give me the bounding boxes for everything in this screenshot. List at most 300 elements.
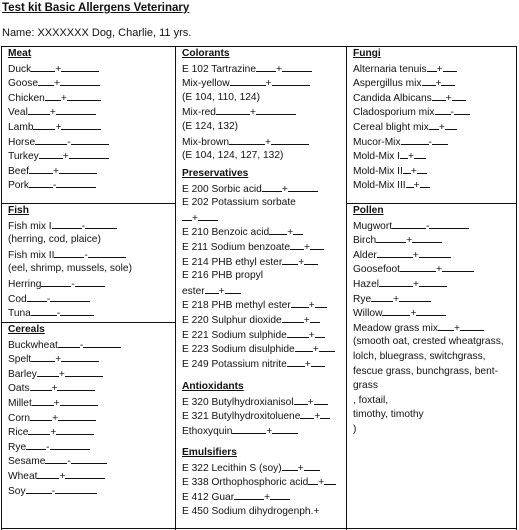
result-mark: + [308,329,315,341]
blank-line [272,76,310,86]
blank-line [35,135,67,145]
result-mark: - [428,136,432,148]
blank-line [205,284,219,294]
allergen-item [8,120,175,135]
result-mark: + [265,78,272,90]
blank-line [39,149,63,159]
blank-line [392,219,426,229]
allergen-label: timothy, timothy [353,409,424,421]
result-mark: + [313,506,320,518]
allergen-item [353,335,516,350]
result-mark: + [249,107,256,119]
result-mark: + [55,354,62,366]
allergen-label: E 211 Sodium benzoate [182,241,290,253]
result-mark: + [264,136,271,148]
result-mark: - [46,293,51,305]
blank-line [269,225,287,235]
allergen-label: Mold-Mix I [353,151,400,163]
allergen-label: (E 104, 124, 127, 132) [182,150,284,162]
blank-line [435,105,451,115]
allergen-item [353,248,516,263]
blank-line [291,298,309,308]
blank-line [230,76,266,86]
result-mark: + [51,383,58,395]
blank-line [50,440,90,450]
item-list [8,62,175,193]
allergen-label: Mugwort [353,220,393,232]
bottom-rule [2,528,516,529]
allergen-item [8,367,175,382]
blank-line [399,292,431,302]
allergen-item [182,313,346,328]
blank-line [377,248,413,258]
blank-line [52,219,82,229]
allergen-label: E 200 Sorbic acid [182,183,262,195]
blank-line [416,306,446,316]
allergen-item [353,277,516,292]
blank-line [61,62,99,72]
allergen-item [8,396,175,411]
allergen-item [182,461,346,476]
allergen-label: Mold-Mix III [353,180,406,192]
section-heading: Preservatives [182,168,249,179]
section-colorants [176,47,346,164]
allergen-label: Millet [8,397,32,409]
blank-line [83,338,121,348]
blank-line [58,411,96,421]
section-heading: Meat [8,48,32,59]
allergen-label: Goose [8,78,39,90]
allergen-item [182,269,346,284]
blank-line [282,62,312,72]
result-mark: + [407,151,414,163]
allergen-label: ) [353,423,357,435]
blank-line [371,292,393,302]
blank-line [406,178,414,188]
allergen-label: Alternaria tenuis [353,63,427,75]
result-mark: - [71,278,75,290]
blank-line [420,178,430,188]
allergen-label: Alder [353,249,377,261]
blank-line [216,105,250,115]
blank-line [234,490,264,500]
allergen-item [182,475,346,490]
blank-line [293,225,303,235]
blank-line [290,240,304,250]
result-mark: - [450,107,454,119]
allergen-label: Rye [8,441,27,453]
blank-line [37,367,59,377]
blank-line [26,484,52,494]
blank-line [315,328,325,338]
allergen-label: fescue grass, bunchgrass, bent- [353,365,498,377]
blank-line [443,62,457,72]
allergen-label: Beef [8,165,29,177]
section-heading: Fungi [353,48,381,59]
result-mark: + [59,470,66,482]
allergen-item [8,76,175,91]
blank-line [272,424,298,434]
allergen-label: (herring, cod, plaice) [8,234,101,246]
result-mark: + [312,344,319,356]
result-mark: + [412,249,419,261]
blank-line [182,211,192,221]
blank-line [31,306,57,316]
result-mark: + [307,396,314,408]
result-mark: + [297,462,304,474]
allergen-table [1,46,517,530]
result-mark: + [281,183,288,195]
result-mark: + [60,92,67,104]
allergen-label: Rye [353,293,372,305]
allergen-item [182,490,346,505]
allergen-item [182,62,346,77]
blank-line [308,475,318,485]
blank-line [37,469,59,479]
allergen-item [353,292,516,307]
allergen-item [353,91,516,106]
blank-line [56,425,94,435]
blank-line [33,120,55,130]
allergen-label: (eel, shrimp, mussels, sole) [8,263,132,275]
allergen-label: Turkey [8,151,39,163]
blank-line [60,76,100,86]
section-heading: Colorants [182,48,230,59]
allergen-label: lolch, bluegrass, switchgrass, [353,350,486,362]
blank-line [376,233,406,243]
blank-line [65,469,105,479]
document-title: Test kit Basic Allergens Veterinary [2,2,190,14]
allergen-label: E 322 Lecithin S (soy) [182,462,282,474]
blank-line [314,395,328,405]
allergen-label: Goosefoot [353,264,401,276]
allergen-label: E 220 Sulphur dioxide [182,314,282,326]
column-1 [2,47,176,530]
blank-line [56,178,96,188]
result-mark: + [55,63,62,75]
allergen-item [182,395,346,410]
blank-line [400,262,436,272]
result-mark: + [50,427,57,439]
allergen-label: Pork [8,180,29,192]
allergen-label: Corn [8,412,31,424]
blank-line [60,306,94,316]
blank-line [417,164,427,174]
blank-line [38,76,54,86]
result-mark: + [276,63,282,75]
blank-line [256,105,296,115]
blank-line [69,149,109,159]
blank-line [445,120,457,130]
allergen-label: Ethoxyquin [182,425,233,437]
blank-line [324,475,336,485]
blank-line [85,219,117,229]
allergen-label: Willow [353,308,383,320]
allergen-label: Fish mix I [8,220,52,232]
result-mark: - [46,441,50,453]
section-preservatives [176,167,346,371]
item-list [182,62,346,164]
section-cereals [2,322,175,498]
allergen-label: Soy [8,485,26,497]
allergen-item [353,62,516,77]
blank-line [232,424,266,434]
allergen-item [182,76,346,91]
result-mark: + [264,491,271,503]
result-mark: + [287,227,294,239]
section-heading: Fish [8,205,29,216]
allergen-label: E 321 Butylhydroxitoluene [182,411,301,423]
blank-line [400,149,408,159]
result-mark: + [55,121,62,133]
section-heading: Cereals [8,324,45,335]
blank-line [414,149,426,159]
blank-line [29,178,53,188]
item-list [353,62,516,193]
allergen-label: E 218 PHB methyl ester [182,300,291,312]
allergen-item [8,178,175,193]
allergen-item [8,262,175,277]
allergen-item [182,196,346,211]
patient-name: Name: XXXXXXX Dog, Charlie, 11 yrs. [2,27,192,39]
allergen-item [8,469,175,484]
section-emulsifiers [176,446,346,519]
allergen-label: Tuna [8,308,31,320]
allergen-item [353,423,516,438]
blank-line [65,367,103,377]
blank-line [460,321,484,331]
blank-line [27,292,47,302]
result-mark: + [303,314,310,326]
blank-line [311,357,325,367]
item-list [182,182,346,372]
allergen-item [353,120,516,135]
blank-line [282,461,298,471]
blank-line [295,342,313,352]
blank-line [441,76,455,86]
result-mark: - [51,485,55,497]
result-mark: + [413,180,420,192]
blank-line [282,255,298,265]
blank-line [412,233,442,243]
blank-line [56,105,96,115]
blank-line [442,262,474,272]
blank-line [310,313,320,323]
blank-line [256,62,276,72]
allergen-item [353,178,516,193]
allergen-label: E 450 Sodium dihydrogenph. [182,506,314,518]
result-mark: + [304,241,310,253]
result-mark: + [52,165,59,177]
allergen-label: Cod [8,293,27,305]
allergen-item [182,409,346,424]
result-mark: + [436,264,442,276]
blank-line [419,277,447,287]
allergen-label: Veal [8,107,28,119]
result-mark: + [52,412,59,424]
blank-line [288,182,318,192]
blank-line [379,277,413,287]
result-mark: + [410,308,417,320]
blank-line [287,357,305,367]
blank-line [58,338,80,348]
allergen-label: E 216 PHB propyl [182,270,263,282]
blank-line [55,484,97,494]
allergen-item [8,338,175,353]
result-mark: + [435,78,442,90]
allergen-label: E 210 Benzoic acid [182,227,270,239]
blank-line [382,306,410,316]
allergen-label: Meadow grass mix [353,322,438,334]
result-mark: + [304,358,311,370]
allergen-label: E 102 Tartrazine [182,63,256,75]
allergen-item [353,105,516,120]
blank-line [310,240,324,250]
allergen-item [353,365,516,380]
allergen-label: E 412 Guar [182,491,235,503]
blank-line [30,411,52,421]
allergen-label: Lamb [8,121,34,133]
blank-line [28,425,50,435]
blank-line [31,352,55,362]
blank-line [432,91,446,101]
allergen-label: E 221 Sodium sulphide [182,329,287,341]
blank-line [438,321,454,331]
allergen-label: Oats [8,383,30,395]
blank-line [429,219,469,229]
item-list [8,219,175,321]
allergen-item [353,408,516,423]
allergen-item [8,105,175,120]
section-heading: Antioxidants [182,381,244,392]
allergen-item [8,219,175,234]
result-mark: + [413,278,419,290]
allergen-label: Aspergillus mix [353,78,422,90]
result-mark: + [266,425,273,437]
allergen-item [8,62,175,77]
blank-line [427,62,437,72]
blank-line [320,409,330,419]
allergen-label: Mix-yellow [182,78,230,90]
allergen-label: Spelt [8,354,32,366]
allergen-label: Duck [8,63,32,75]
allergen-item [353,350,516,365]
allergen-label: Barley [8,368,37,380]
allergen-label: Hazel [353,278,380,290]
allergen-item [182,135,346,150]
allergen-label: E 202 Potassium sorbate [182,197,296,209]
result-mark: + [453,322,460,334]
allergen-label: E 338 Orthophosphoric acid [182,477,309,489]
allergen-item [182,211,346,226]
result-mark: + [49,107,56,119]
result-mark: + [436,63,443,75]
blank-line [225,284,241,294]
result-mark: - [52,180,57,192]
blank-line [61,352,99,362]
allergen-item [8,149,175,164]
blank-line [262,182,282,192]
column-2 [176,47,347,530]
allergen-label: (E 104, 110, 124) [182,91,260,103]
item-list [182,461,346,519]
section-heading: Pollen [353,205,384,216]
result-mark: + [308,300,315,312]
result-mark: + [218,285,225,297]
blank-line [30,381,52,391]
allergen-label: (smooth oat, crested wheatgrass, [353,336,504,348]
blank-line [67,91,101,101]
result-mark: + [54,78,60,90]
allergen-item [353,262,516,277]
allergen-item [353,219,516,234]
blank-line [432,135,448,145]
allergen-label: Mucor-Mix [353,136,401,148]
blank-line [61,120,101,130]
allergen-label: Chicken [8,92,45,104]
allergen-label: E 320 Butylhydroxianisol [182,396,294,408]
allergen-item [182,328,346,343]
allergen-item [8,135,175,150]
blank-line [429,120,439,130]
result-mark: - [426,220,430,232]
blank-line [41,277,71,287]
allergen-item [182,255,346,270]
blank-line [419,248,451,258]
allergen-label: Candida Albicans [353,92,432,104]
blank-line [454,105,470,115]
blank-line [271,135,309,145]
column-3 [347,47,516,530]
allergen-label: grass [353,380,378,392]
blank-line [304,255,318,265]
result-mark: + [192,212,198,224]
allergen-item [8,440,175,455]
blank-line [71,135,109,145]
allergen-label: Birch [353,235,377,247]
allergen-item [182,284,346,299]
blank-line [57,381,95,391]
allergen-item [353,164,516,179]
allergen-item [353,394,516,409]
blank-line [31,62,55,72]
blank-line [304,461,320,471]
result-mark: + [393,293,400,305]
blank-line [315,298,327,308]
allergen-item [8,248,175,263]
allergen-item [353,135,516,150]
allergen-item [182,120,346,135]
allergen-label: Cladosporium mix [353,107,435,119]
allergen-item [8,292,175,307]
blank-line [401,135,429,145]
allergen-label: (E 124, 132) [182,120,239,132]
allergen-item [182,357,346,372]
allergen-label: Sesame [8,456,46,468]
blank-line [403,164,411,174]
allergen-item [182,298,346,313]
allergen-label: , foxtail, [353,394,389,406]
blank-line [29,164,53,174]
allergen-item [182,91,346,106]
allergen-label: E 223 Sodium disulphide [182,344,295,356]
blank-line [88,248,126,258]
blank-line [60,396,98,406]
blank-line [229,135,265,145]
item-list [353,219,516,438]
result-mark: + [298,256,305,268]
allergen-label: Mix-red [182,107,216,119]
